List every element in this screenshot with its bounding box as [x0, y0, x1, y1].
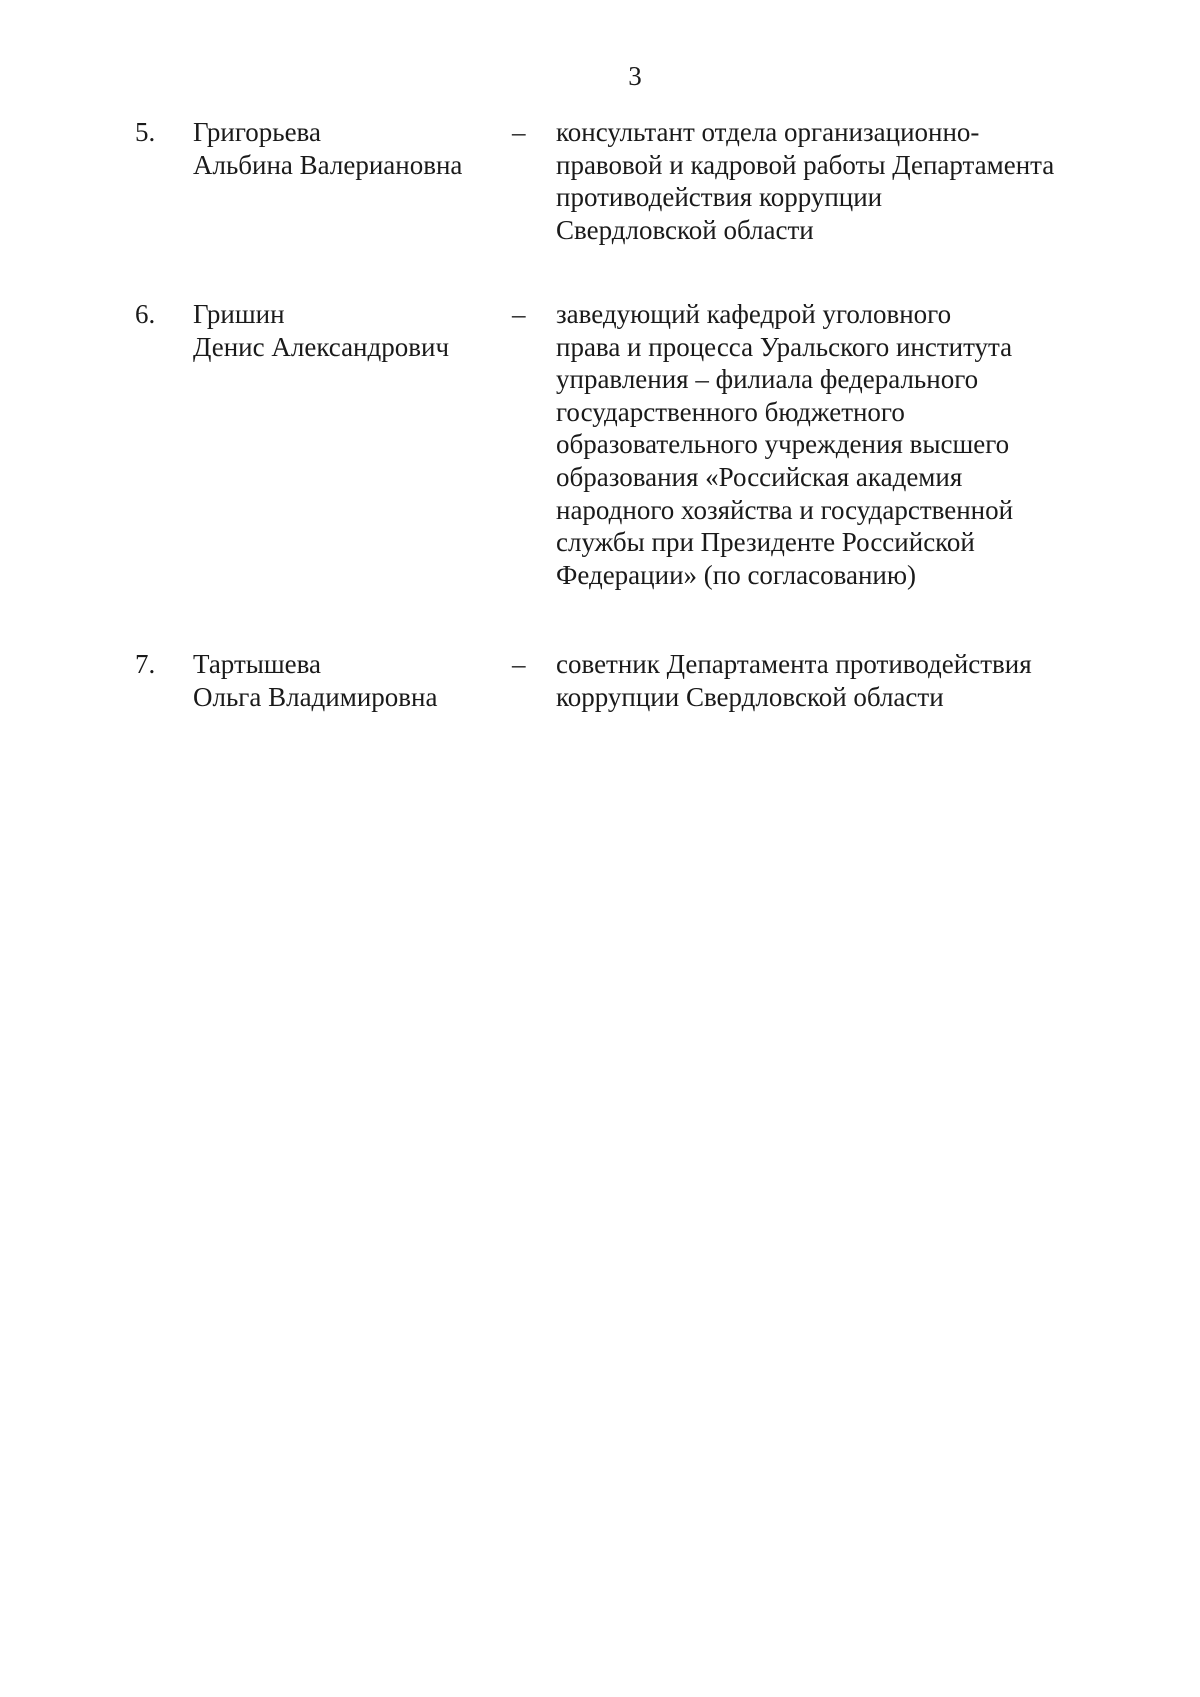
description-line: правовой и кадровой работы Департамента	[556, 149, 1055, 180]
entry-number: 5.	[135, 117, 156, 147]
person-surname: Григорьева	[193, 117, 321, 147]
person-name	[193, 298, 493, 363]
description-line: консультант отдела организационно-	[556, 117, 980, 147]
person-name	[193, 648, 493, 713]
position-description	[556, 116, 1116, 246]
description-line: службы при Президенте Российской	[556, 527, 975, 558]
description-line: государственного бюджетного	[556, 396, 905, 427]
description-line: Федерации» (по согласованию)	[556, 559, 917, 590]
description-line: права и процесса Уральского института	[556, 331, 1013, 362]
description-line: управления – филиала федерального	[556, 364, 979, 395]
person-given-names: Альбина Валериановна	[193, 149, 463, 180]
dash-separator: –	[512, 117, 526, 147]
dash-separator: –	[512, 299, 526, 329]
description-line: коррупции Свердловской области	[556, 681, 944, 712]
description-line: советник Департамента противодействия	[556, 649, 1032, 679]
entry-number: 6.	[135, 299, 156, 329]
dash-separator: –	[512, 649, 526, 679]
description-line: образования «Российская академия	[556, 461, 963, 492]
description-line: народного хозяйства и государственной	[556, 494, 1014, 525]
description-line: Свердловской области	[556, 214, 814, 245]
position-description	[556, 298, 1116, 591]
description-line: заведующий кафедрой уголовного	[556, 299, 952, 329]
description-line: противодействия коррупции	[556, 182, 883, 213]
position-description	[556, 648, 1116, 713]
person-surname: Тартышева	[193, 649, 322, 679]
person-name	[193, 116, 493, 181]
person-given-names: Ольга Владимировна	[193, 681, 438, 712]
person-given-names: Денис Александрович	[193, 331, 450, 362]
person-surname: Гришин	[193, 299, 285, 329]
page-number: 3	[628, 61, 642, 91]
description-line: образовательного учреждения высшего	[556, 429, 1010, 460]
entry-number: 7.	[135, 649, 156, 679]
